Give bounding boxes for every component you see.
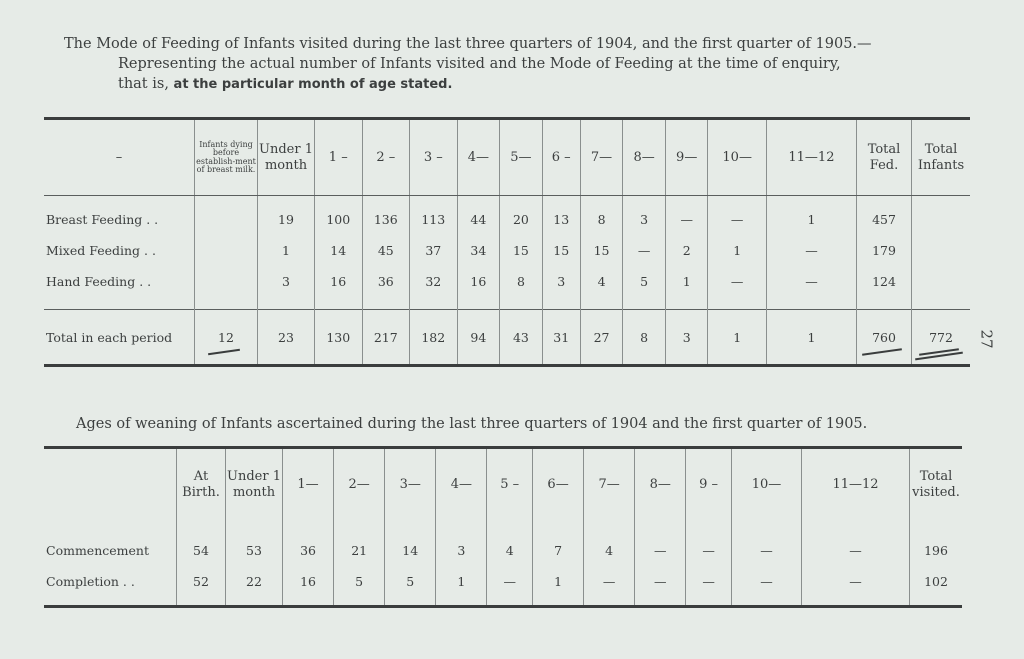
month-header: 10—: [731, 448, 801, 522]
cell: 100: [315, 196, 363, 236]
cell: 5: [334, 566, 385, 607]
cell: 16: [315, 266, 363, 297]
caption-line-3-prefix: that is,: [118, 76, 174, 92]
underlined-value: 772: [929, 329, 953, 345]
row-label: Completion . .: [46, 574, 135, 589]
month-header: 9 –: [686, 448, 732, 522]
cell: 3: [665, 310, 708, 366]
cell: —: [766, 266, 856, 297]
month-header: 6 –: [542, 119, 580, 196]
table-caption: [64, 34, 964, 95]
cell: 36: [362, 266, 410, 297]
cell: 8: [580, 196, 623, 236]
underlined-value: 12: [218, 329, 234, 345]
table-row: [44, 566, 962, 607]
month-header: 9—: [665, 119, 708, 196]
table-row: [44, 266, 970, 297]
cell: 1: [665, 266, 708, 297]
cell: 52: [177, 566, 226, 607]
cell: —: [686, 521, 732, 566]
cell: —: [623, 235, 666, 266]
cell: 53: [226, 521, 283, 566]
cell: —: [708, 266, 766, 297]
month-header: 10—: [708, 119, 766, 196]
under-month-header: Under 1 month: [226, 448, 283, 522]
cell: 3: [542, 266, 580, 297]
cell: —: [708, 196, 766, 236]
cell: 15: [580, 235, 623, 266]
cell: —: [801, 566, 909, 607]
cell: 136: [362, 196, 410, 236]
cell: 4: [580, 266, 623, 297]
cell: 1: [766, 196, 856, 236]
cell: 32: [410, 266, 458, 297]
cell: 3: [258, 266, 315, 297]
cell: 1: [533, 566, 584, 607]
cell: —: [635, 566, 686, 607]
total-infants-header: Total Infants: [912, 119, 971, 196]
cell: 179: [857, 235, 912, 266]
weaning-caption: Ages of weaning of Infants ascertained during the last three quarters of 1904 and the first quarter of 1905.: [76, 416, 868, 432]
feeding-header-row: [44, 119, 970, 196]
cell: [912, 310, 971, 366]
row-label: Hand Feeding . .: [46, 274, 152, 289]
cell: 4: [584, 521, 635, 566]
cell: 37: [410, 235, 458, 266]
month-header: 3—: [385, 448, 436, 522]
cell: [857, 310, 912, 366]
month-header: 1 –: [315, 119, 363, 196]
row-label: Breast Feeding . .: [46, 212, 159, 227]
feeding-corner: –: [44, 119, 195, 196]
cell: 3: [436, 521, 487, 566]
cell: 8: [623, 310, 666, 366]
underlined-value: 760: [872, 329, 896, 345]
cell: 13: [542, 196, 580, 236]
cell: 130: [315, 310, 363, 366]
cell: 196: [910, 521, 963, 566]
cell: 15: [500, 235, 543, 266]
cell: 94: [457, 310, 500, 366]
cell: —: [801, 521, 909, 566]
cell: 15: [542, 235, 580, 266]
cell: 44: [457, 196, 500, 236]
weaning-table: [44, 446, 962, 608]
cell: 31: [542, 310, 580, 366]
month-header: 6—: [533, 448, 584, 522]
cell: [195, 235, 258, 266]
feeding-table: [44, 117, 970, 367]
cell: 14: [385, 521, 436, 566]
at-birth-header: At Birth.: [177, 448, 226, 522]
month-header: 1—: [283, 448, 334, 522]
cell: 16: [457, 266, 500, 297]
row-label: Mixed Feeding . .: [46, 243, 156, 258]
cell: —: [635, 521, 686, 566]
spacer-row: [44, 297, 970, 310]
weaning-corner: [44, 448, 177, 522]
cell: 4: [487, 521, 533, 566]
cell: [912, 235, 971, 266]
month-header: 11—12: [801, 448, 909, 522]
cell: 217: [362, 310, 410, 366]
month-header: 3 –: [410, 119, 458, 196]
cell: 1: [258, 235, 315, 266]
cell: 1: [708, 235, 766, 266]
cell: [195, 266, 258, 297]
table-row: [44, 235, 970, 266]
month-header: 4—: [436, 448, 487, 522]
cell: 8: [500, 266, 543, 297]
cell: —: [686, 566, 732, 607]
caption-line-1: The Mode of Feeding of Infants visited during the last three quarters of 1904, and the first quarter of 1905.—: [64, 36, 872, 52]
month-header: 8—: [623, 119, 666, 196]
under-month-header: Under 1 month: [258, 119, 315, 196]
cell: 5: [385, 566, 436, 607]
cell: 1: [708, 310, 766, 366]
page-number: 27: [977, 329, 996, 349]
caption-line-2: Representing the actual number of Infants visited and the Mode of Feeding at the time of enquiry,: [118, 56, 841, 72]
cell: 19: [258, 196, 315, 236]
cell: 21: [334, 521, 385, 566]
cell: 457: [857, 196, 912, 236]
month-header: 5—: [500, 119, 543, 196]
total-row: [44, 310, 970, 366]
cell: 5: [623, 266, 666, 297]
caption-line-3: [64, 74, 964, 95]
total-fed-header: Total Fed.: [857, 119, 912, 196]
cell: 3: [623, 196, 666, 236]
cell: [912, 266, 971, 297]
cell: 23: [258, 310, 315, 366]
month-header: 4—: [457, 119, 500, 196]
month-header: 5 –: [487, 448, 533, 522]
cell: —: [731, 566, 801, 607]
cell: 1: [436, 566, 487, 607]
cell: —: [731, 521, 801, 566]
row-label: Total in each period: [44, 310, 195, 366]
cell: 7: [533, 521, 584, 566]
month-header: 11—12: [766, 119, 856, 196]
table-row: [44, 196, 970, 236]
cell: 20: [500, 196, 543, 236]
month-header: 7—: [584, 448, 635, 522]
cell: —: [584, 566, 635, 607]
cell: 102: [910, 566, 963, 607]
cell: 45: [362, 235, 410, 266]
table-row: [44, 521, 962, 566]
total-visited-header: Total visited.: [910, 448, 963, 522]
cell: —: [766, 235, 856, 266]
row-label: Commencement: [46, 543, 149, 558]
cell: 1: [766, 310, 856, 366]
dying-header: Infants dying before establish-ment of breast milk.: [195, 119, 258, 196]
month-header: 2—: [334, 448, 385, 522]
cell: 124: [857, 266, 912, 297]
cell: 2: [665, 235, 708, 266]
cell: [195, 196, 258, 236]
cell: 54: [177, 521, 226, 566]
caption-line-3-bold: at the particular month of age stated.: [173, 77, 453, 92]
month-header: 7—: [580, 119, 623, 196]
cell: [912, 196, 971, 236]
cell: 182: [410, 310, 458, 366]
weaning-header-row: [44, 448, 962, 522]
cell: 14: [315, 235, 363, 266]
cell: 36: [283, 521, 334, 566]
cell: 27: [580, 310, 623, 366]
cell: —: [487, 566, 533, 607]
cell: 22: [226, 566, 283, 607]
cell: 16: [283, 566, 334, 607]
cell: [195, 310, 258, 366]
cell: 43: [500, 310, 543, 366]
cell: —: [665, 196, 708, 236]
cell: 34: [457, 235, 500, 266]
month-header: 2 –: [362, 119, 410, 196]
month-header: 8—: [635, 448, 686, 522]
cell: 113: [410, 196, 458, 236]
